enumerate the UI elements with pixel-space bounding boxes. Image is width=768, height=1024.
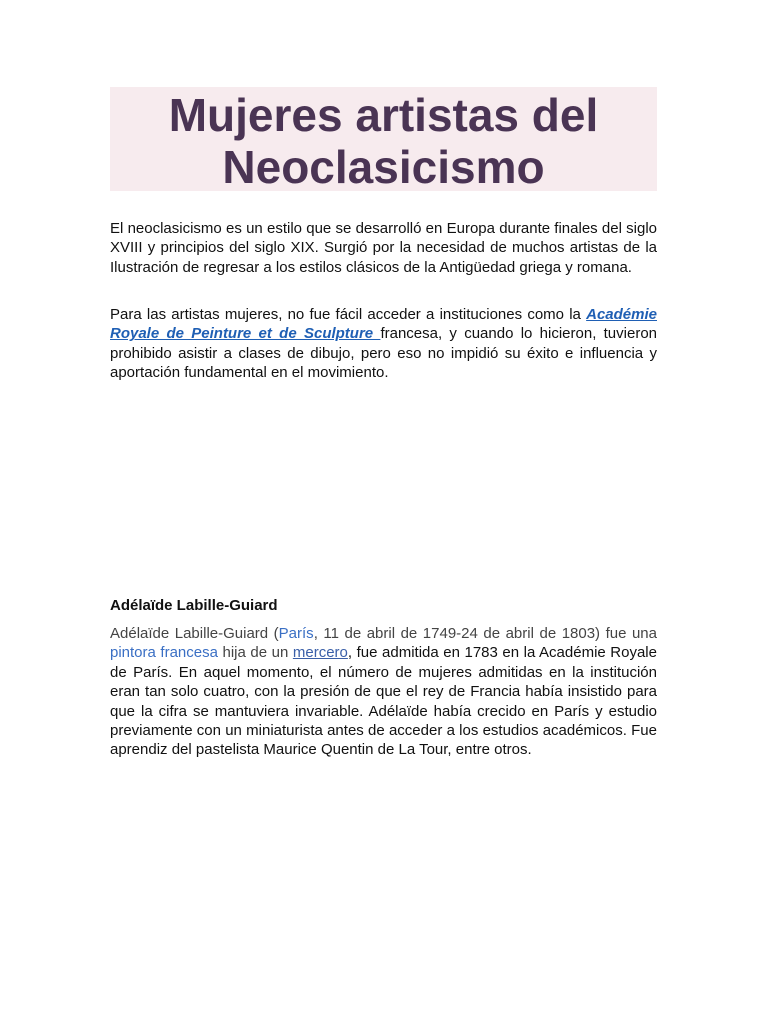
bio-text-4: , fue admitida en 1783 en la Académie Royale de París. En aquel momento, el número de mujeres admitidas en la institución eran tan solo cuatro, con la presión de que el rey de Francia había insistido para que la cifra se mantuviera invariable. Adélaïde había crecido en París y estudio previamente con un miniaturista antes de acceder a los estudios académicos. Fue aprendiz del pastelista Maurice Quentin de La Tour, entre otros. <box>110 644 657 759</box>
academy-paragraph <box>110 305 657 383</box>
intro-paragraph: El neoclasicismo es un estilo que se desarrolló en Europa durante finales del siglo XVIII y principios del siglo XIX. Surgió por la necesidad de muchos artistas de la Ilustración de regresar a los estilos clásicos de la Antigüedad griega y romana. <box>110 220 657 276</box>
academy-paragraph-text-before: Para las artistas mujeres, no fue fácil acceder a instituciones como la <box>110 306 587 323</box>
bio-text-3: hija de un <box>217 644 293 662</box>
bio-text-2: , 11 de abril de 1749-24 de abril de 1803) fue una <box>313 625 657 642</box>
page-title: Mujeres artistas del Neoclasicismo <box>168 89 599 193</box>
biography-paragraph <box>110 624 657 760</box>
academy-paragraph-text-after: francesa, y cuando lo hicieron, tuvieron prohibido asistir a clases de dibujo, pero eso no impidió su éxito e influencia y aportación fundamental en el movimiento. <box>110 325 658 382</box>
section-heading: Adélaïde Labille-Guiard <box>110 597 278 614</box>
pintora-francesa-link[interactable]: pintora francesa <box>110 644 218 662</box>
bio-text-1: Adélaïde Labille-Guiard ( <box>110 625 279 642</box>
mercero-link[interactable]: mercero <box>292 644 348 662</box>
academie-royale-link[interactable]: Académie Royale de Peinture et de Sculpture <box>110 306 657 343</box>
title-banner <box>110 87 657 191</box>
paris-link[interactable]: París <box>278 625 314 642</box>
